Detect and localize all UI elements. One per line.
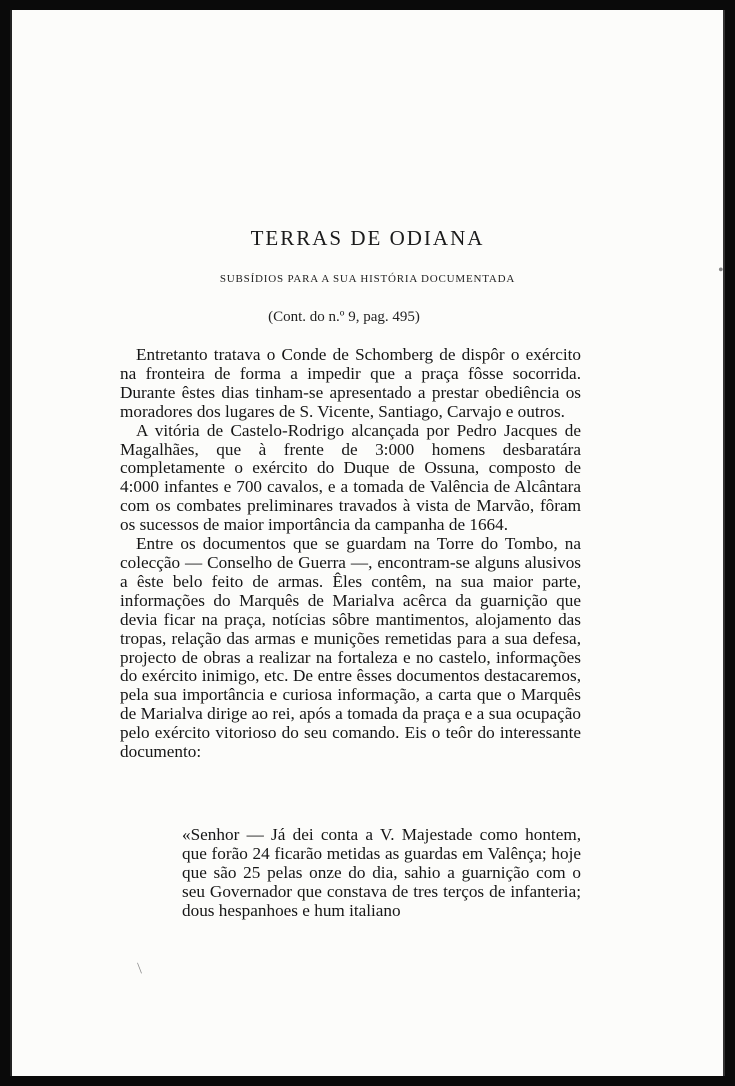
article-title: TERRAS DE ODIANA xyxy=(250,226,485,250)
scan-speck: • xyxy=(718,262,724,279)
paragraph: Entretanto tratava o Conde de Schomberg de dispôr o exército na fronteira de forma a impedir que a praça fôsse socorrida. Durante êstes dias tinham-se apresentado a prestar obediência os moradores dos lugares de S. Vicente, Santiago, Carvajo e outros. xyxy=(120,345,581,421)
letter-quote: «Senhor — Já dei conta a V. Majestade como hontem, que forão 24 ficarão metidas as guardas em Valênça; hoje que são 25 pelas onze do dia, sahio a guarnição com o seu Governador que constava de tres terços de infanteria; dous hespanhoes e hum italiano xyxy=(182,825,581,920)
paragraph: A vitória de Castelo-Rodrigo alcançada por Pedro Jacques de Magalhães, que à frente de 3:000 homens desbaratára completamente o exército do Duque de Ossuna, composto de 4:000 infantes e 700 cavalos, e a tomada de Valência de Alcântara com os combates preliminares travados à vista de Marvão, fôram os sucessos de maior importância da campanha de 1664. xyxy=(120,420,581,535)
article-body xyxy=(120,346,581,762)
scan-mark: / xyxy=(132,960,148,977)
continuation-note: (Cont. do n.º 9, pag. 495) xyxy=(268,309,420,325)
article-subtitle: SUBSÍDIOS PARA A SUA HISTÓRIA DOCUMENTADA xyxy=(219,273,516,285)
paragraph: Entre os documentos que se guardam na Torre do Tombo, na colecção — Conselho de Guerra —, encontram-se alguns alusivos a êste belo feito de armas. Êles contêm, na sua maior parte, informações do Marquês de Marialva acêrca da guarnição que devia ficar na praça, notícias sôbre mantimentos, alojamento das tropas, relação das armas e munições remetidas para a sua defesa, projecto de obras a realizar na fortaleza e no castelo, informações do exército inimigo, etc. De entre êsses documentos destacaremos, pela sua importância e curiosa informação, a carta que o Marquês de Marialva dirige ao rei, após a tomada da praça e a sua ocupação pelo exército vitorioso do seu comando. Eis o teôr do interessante documento: xyxy=(120,534,581,762)
